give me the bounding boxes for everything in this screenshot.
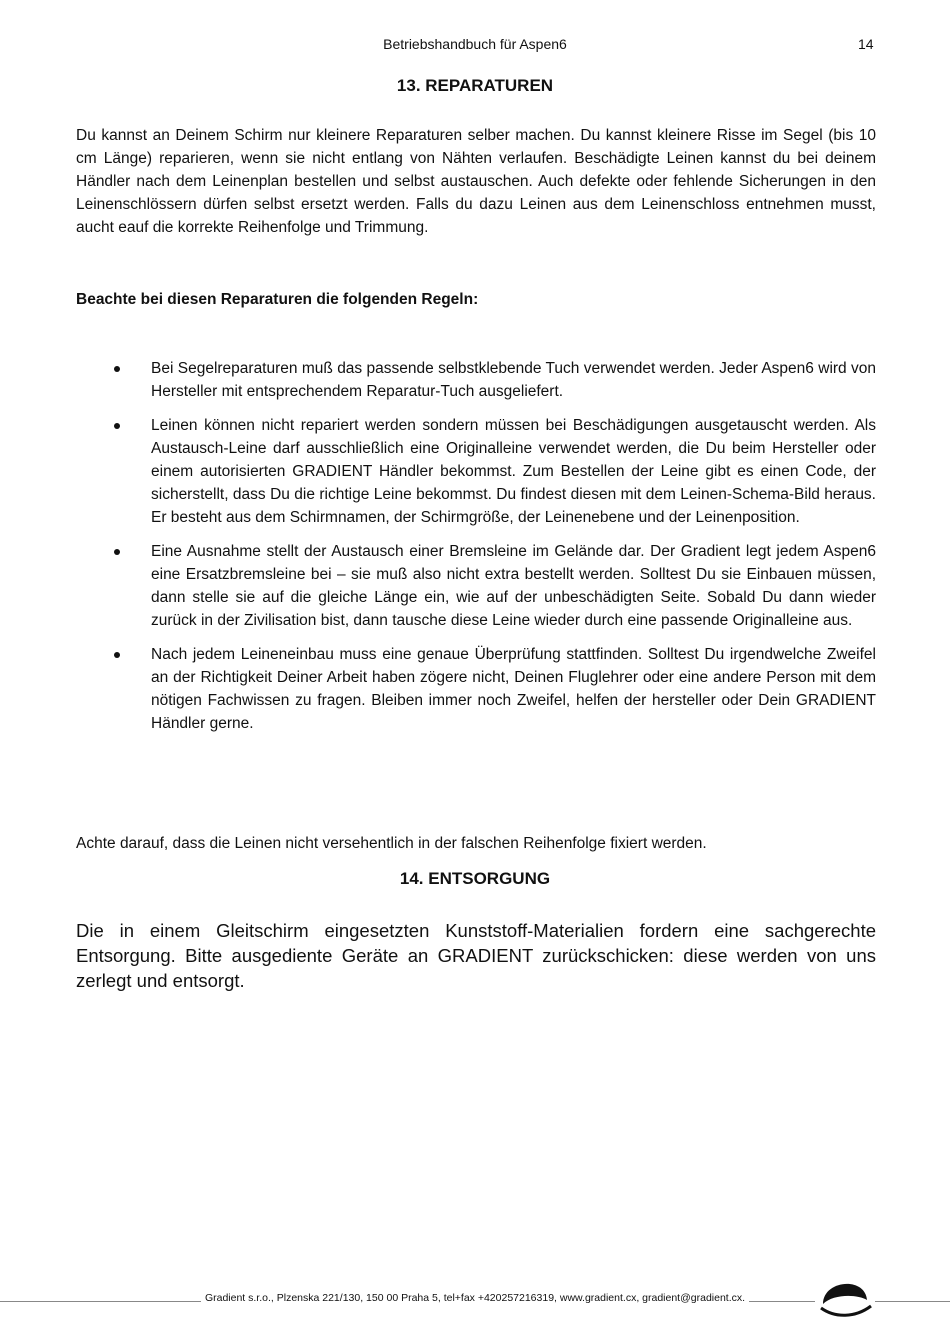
page-number: 14 (858, 36, 874, 52)
repairs-closing-paragraph: Achte darauf, dass die Leinen nicht versehentlich in der falschen Reihenfolge fixiert werden. (76, 835, 707, 852)
list-item-text: Nach jedem Leineneinbau muss eine genaue Überprüfung stattfinden. Solltest Du irgendwelche Zweifel an der Richtigkeit Deiner Arbeit haben zögere nicht, Deinen Fluglehrer oder eine andere Person mit dem nötigen Fachwissen zu fragen. Bleiben immer noch Zweifel, helfen der hersteller oder Dein GRADIENT Händler gerne. (151, 646, 876, 732)
list-item-text: Eine Ausnahme stellt der Austausch einer Bremsleine im Gelände dar. Der Gradient legt jedem Aspen6 eine Ersatzbremsleine bei – sie muß also nicht extra bestellt werden. Solltest Du sie Einbauen müssen, dann stelle sie auf die gleiche Länge ein, wie auf der unbeschädigten Seite. Sobald Du dann wieder zurück in der Zivilisation bist, dann tausche diese Leine wieder durch eine passende Originalleine aus. (151, 543, 876, 629)
bullet-icon (114, 652, 120, 658)
gradient-logo-icon (815, 1272, 875, 1327)
rules-heading: Beachte bei diesen Reparaturen die folgenden Regeln: (76, 291, 479, 308)
bullet-icon (114, 549, 120, 555)
repair-rules-list (76, 357, 876, 746)
section-heading-disposal: 14. ENTSORGUNG (399, 869, 551, 888)
disposal-paragraph: Die in einem Gleitschirm eingesetzten Kunststoff-Materialien fordern eine sachgerechte Entsorgung. Bitte ausgediente Geräte an GRADIENT zurückschicken: diese werden von uns zerlegt und entsorgt. (76, 920, 876, 991)
footer-address (0, 1292, 950, 1304)
list-item (76, 357, 876, 403)
bullet-icon (114, 366, 120, 372)
list-item (76, 540, 876, 632)
list-item (76, 643, 876, 735)
repairs-intro-paragraph: Du kannst an Deinem Schirm nur kleinere Reparaturen selber machen. Du kannst kleinere Risse im Segel (bis 10 cm Länge) reparieren, wenn sie nicht entlang von Nähten verlaufen. Beschädigte Leinen kannst du bei deinem Händler nach dem Leinenplan bestellen und selbst austauschen. Auch defekte oder fehlende Sicherungen in den Leinenschlössern dürfen selbst ersetzt werden. Falls du dazu Leinen aus dem Leinenschloss entnehmen musst, aucht eauf die korrekte Reihenfolge und Trimmung. (76, 127, 876, 236)
list-item-text: Bei Segelreparaturen muß das passende selbstklebende Tuch verwendet werden. Jeder Aspen6 wird von Hersteller mit entsprechendem Reparatur-Tuch ausgeliefert. (151, 360, 876, 400)
list-item-text: Leinen können nicht repariert werden sondern müssen bei Beschädigungen ausgetauscht werden. Als Austausch-Leine darf ausschließlich eine Originalleine verwendet werden, die Du beim Hersteller oder einem autorisierten GRADIENT Händler bekommst. Zum Bestellen der Leine gibt es einen Code, der sicherstellt, dass Du die richtige Leine bekommst. Du findest diesen mit dem Leinen-Schema-Bild heraus. Er besteht aus dem Schirmnamen, der Schirmgröße, der Leinenebene und der Leinenposition. (151, 417, 876, 526)
footer-address-text: Gradient s.r.o., Plzenska 221/130, 150 00 Praha 5, tel+fax +420257216319, www.gradient.cx, gradient@gradient.cx. (201, 1292, 749, 1304)
bullet-icon (114, 423, 120, 429)
list-item (76, 414, 876, 529)
section-heading-repairs: 13. REPARATUREN (396, 76, 554, 95)
header-title: Betriebshandbuch für Aspen6 (383, 36, 567, 52)
